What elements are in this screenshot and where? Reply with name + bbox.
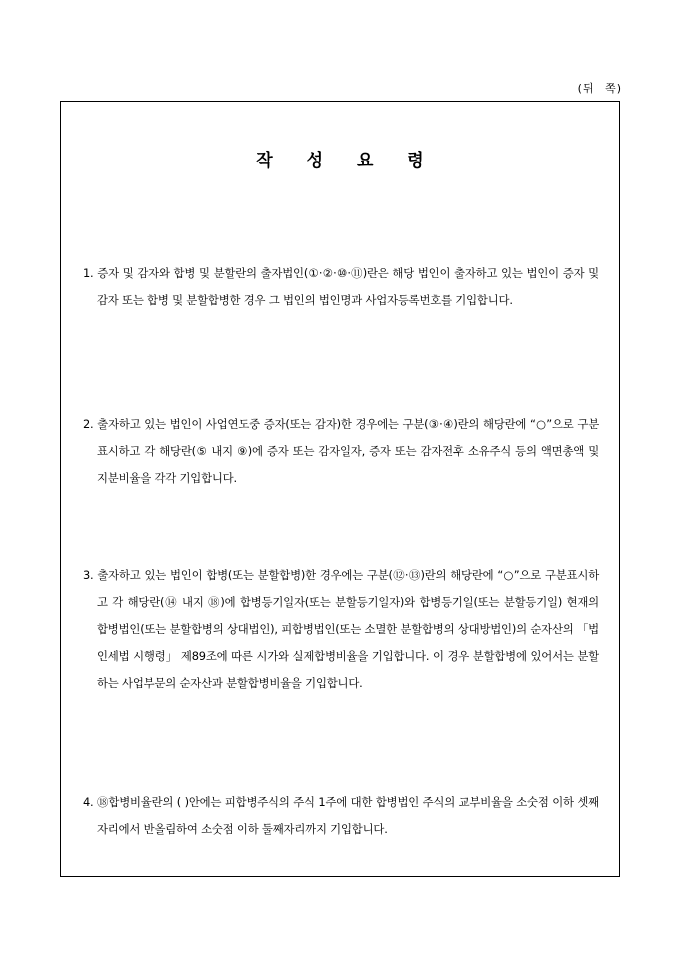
- instruction-item-3: 3. 출자하고 있는 법인이 합병(또는 분할합병)한 경우에는 구분(⑫·⑬)란의 해당란에 “○”으로 구분표시하고 각 해당란(⑭ 내지 ⑱)에 합병등기일자(또는 분할등기일자)와 합병등기일(또는 분할등기일) 현재의 합병법인(또는 분할합병의 상대법인), 피합병법인(또는 소멸한 분할합병의 상대방법인)의 순자산의 「법인세법 시행령」 제89조에 따른 시가와 실제합병비율을 기입합니다. 이 경우 분할합병에 있어서는 분할하는 사업부문의 순자산과 분할합병비율을 기입합니다.: [83, 568, 599, 690]
- document-title: 작 성 요 령: [256, 151, 424, 171]
- instruction-item-1: 1. 증자 및 감자와 합병 및 분할란의 출자법인(①·②·⑩·⑪)란은 해당 법인이 출자하고 있는 법인이 증자 및 감자 또는 합병 및 분할합병한 경우 그 법인의 법인명과 사업자등록번호를 기입합니다.: [83, 266, 599, 307]
- instruction-item-2: 2. 출자하고 있는 법인이 사업연도중 증자(또는 감자)한 경우에는 구분(③·④)란의 해당란에 “○”으로 구분표시하고 각 해당란(⑤ 내지 ⑨)에 증자 또는 감자일자, 증자 또는 감자전후 소유주식 등의 액면총액 및 지분비율을 각각 기입합니다.: [83, 417, 599, 485]
- instructions-frame: [60, 101, 620, 877]
- instruction-item-4: 4. ⑱합병비율란의 ( )안에는 피합병주식의 주식 1주에 대한 합병법인 주식의 교부비율을 소숫점 이하 셋째자리에서 반올림하여 소숫점 이하 둘째자리까지 기입합니다.: [83, 795, 599, 836]
- page-side-label: (뒤 쪽): [577, 82, 622, 95]
